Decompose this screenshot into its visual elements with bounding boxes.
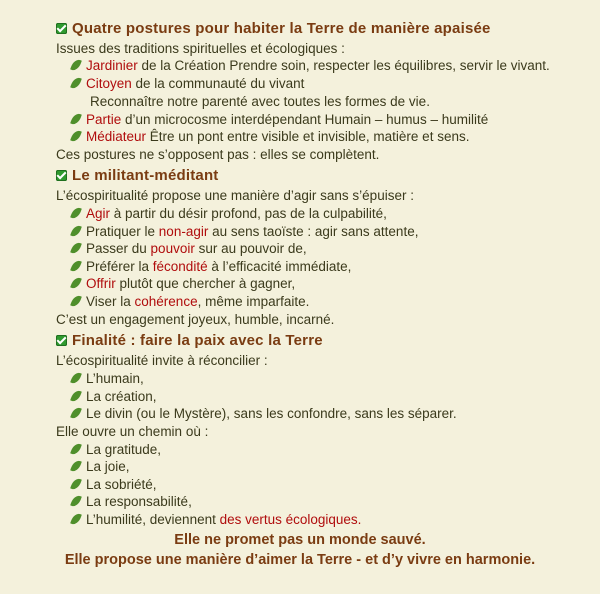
- list-item: L’humilité, deviennent des vertus écologiques.: [72, 511, 361, 528]
- leaf-icon: [70, 371, 82, 385]
- list-item: Le divin (ou le Mystère), sans les confondre, sans les séparer.: [72, 405, 457, 422]
- list-item: Partie d’un microcosme interdépendant Humain – humus – humilité: [72, 111, 488, 128]
- leaf-icon: [70, 224, 82, 238]
- section-1-outro: Ces postures ne s’opposent pas : elles se complètent.: [56, 147, 380, 162]
- list-item: L’humain,: [72, 370, 144, 387]
- leaf-icon: [70, 477, 82, 491]
- closing-line-2: Elle propose une manière d’aimer la Terre - et d’y vivre en harmonie.: [64, 552, 536, 568]
- checkbox-icon: [56, 335, 67, 346]
- list-item: Jardinier de la Création Prendre soin, respecter les équilibres, servir le vivant.: [72, 57, 550, 74]
- leaf-icon: [70, 206, 82, 220]
- leaf-icon: [70, 512, 82, 526]
- list-item: La création,: [72, 388, 157, 405]
- section-1-heading: Quatre postures pour habiter la Terre de manière apaisée: [56, 20, 491, 37]
- leaf-icon: [70, 58, 82, 72]
- list-item: Pratiquer le non-agir au sens taoïste : agir sans attente,: [72, 223, 418, 240]
- section-2-heading: Le militant-méditant: [56, 167, 219, 184]
- leaf-icon: [70, 259, 82, 273]
- leaf-icon: [70, 276, 82, 290]
- checkbox-icon: [56, 23, 67, 34]
- list-item: Passer du pouvoir sur au pouvoir de,: [72, 240, 307, 257]
- closing-line-1: Elle ne promet pas un monde sauvé.: [174, 532, 426, 548]
- list-item: La joie,: [72, 458, 130, 475]
- list-item: La sobriété,: [72, 476, 157, 493]
- leaf-icon: [70, 406, 82, 420]
- list-item: La responsabilité,: [72, 493, 192, 510]
- list-item: Viser la cohérence, même imparfaite.: [72, 293, 309, 310]
- leaf-icon: [70, 459, 82, 473]
- section-2-outro: C’est un engagement joyeux, humble, incarné.: [56, 312, 335, 327]
- list-item: Préférer la fécondité à l’efficacité immédiate,: [72, 258, 351, 275]
- checkbox-icon: [56, 170, 67, 181]
- leaf-icon: [70, 294, 82, 308]
- section-3-intro-2: Elle ouvre un chemin où :: [56, 424, 209, 439]
- list-item: Médiateur Être un pont entre visible et invisible, matière et sens.: [72, 128, 469, 145]
- leaf-icon: [70, 241, 82, 255]
- leaf-icon: [70, 389, 82, 403]
- list-item: Agir à partir du désir profond, pas de la culpabilité,: [72, 205, 387, 222]
- list-item: Citoyen de la communauté du vivant: [72, 75, 304, 92]
- section-2-intro: L’écospiritualité propose une manière d’agir sans s’épuiser :: [56, 188, 414, 203]
- list-item-continuation: Reconnaître notre parenté avec toutes les formes de vie.: [90, 94, 430, 109]
- list-item: Offrir plutôt que chercher à gagner,: [72, 275, 295, 292]
- leaf-icon: [70, 129, 82, 143]
- section-3-intro: L’écospiritualité invite à réconcilier :: [56, 353, 268, 368]
- leaf-icon: [70, 112, 82, 126]
- section-1-intro: Issues des traditions spirituelles et écologiques :: [56, 41, 345, 56]
- list-item: La gratitude,: [72, 441, 161, 458]
- section-3-heading: Finalité : faire la paix avec la Terre: [56, 332, 323, 349]
- leaf-icon: [70, 494, 82, 508]
- leaf-icon: [70, 442, 82, 456]
- leaf-icon: [70, 76, 82, 90]
